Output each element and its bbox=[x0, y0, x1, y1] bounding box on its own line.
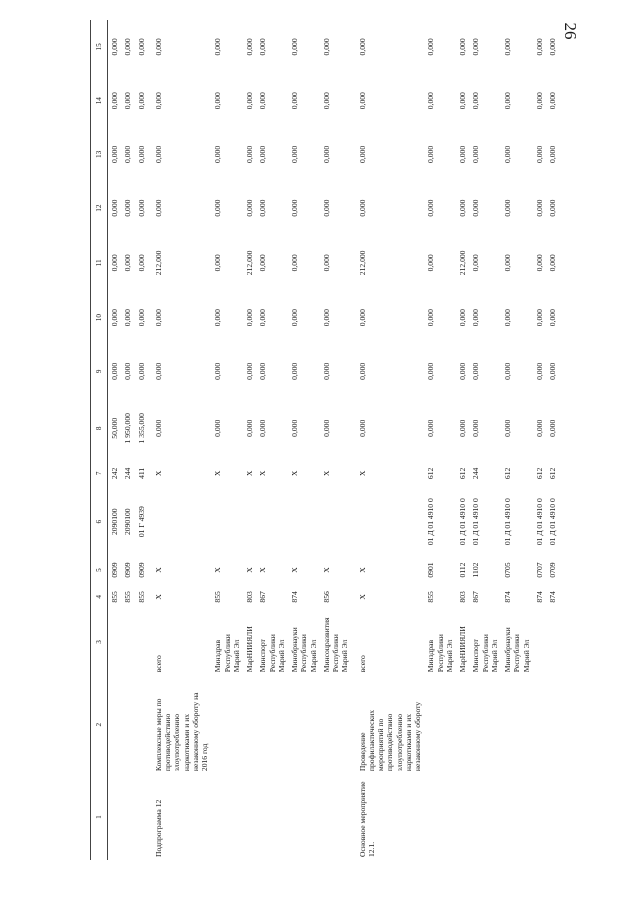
table-cell bbox=[533, 609, 546, 676]
table-cell: 803 bbox=[458, 591, 467, 603]
table-cell: Х bbox=[357, 470, 367, 477]
table-cell: 01 Г 4939 bbox=[136, 506, 146, 538]
table-cell bbox=[211, 774, 243, 860]
table-row bbox=[352, 20, 425, 860]
table-cell: 01 Д 01 4910 0 bbox=[426, 498, 436, 546]
table-cell: 0,000 bbox=[136, 145, 146, 163]
table-cell: 0,000 bbox=[321, 199, 331, 217]
table-cell bbox=[108, 774, 122, 860]
table-cell: 01 Д 01 4910 0 bbox=[534, 498, 544, 546]
page-number: 26 bbox=[561, 22, 580, 40]
table-cell: 0,000 bbox=[136, 362, 146, 380]
table-cell: 0,000 bbox=[458, 309, 467, 327]
table-cell: 0,000 bbox=[136, 309, 146, 327]
table-cell: 874 bbox=[534, 591, 544, 603]
table-cell bbox=[533, 774, 546, 860]
table-cell: 0,000 bbox=[321, 419, 331, 437]
table-cell: Подпрограмма 12 bbox=[153, 799, 163, 857]
table-cell: 212,000 bbox=[153, 250, 163, 276]
table-cell: всего bbox=[357, 655, 367, 673]
table-cell: 612 bbox=[426, 467, 436, 480]
column-header-7: 7 bbox=[91, 458, 108, 488]
table-cell: 0,000 bbox=[548, 38, 557, 56]
table-cell bbox=[121, 609, 134, 676]
table-cell bbox=[469, 675, 501, 774]
table-cell: 0,000 bbox=[471, 254, 481, 272]
column-header-8: 8 bbox=[91, 398, 108, 458]
table-cell: 0,000 bbox=[458, 38, 467, 56]
table-cell bbox=[546, 774, 559, 860]
table-cell: 0,000 bbox=[503, 199, 512, 217]
table-cell bbox=[424, 675, 456, 774]
table-cell: Х bbox=[357, 594, 367, 600]
table-cell: 01 Д 01 4910 0 bbox=[471, 498, 481, 546]
table-cell bbox=[320, 774, 352, 860]
table-cell: 0,000 bbox=[534, 362, 544, 380]
table-cell: 0,000 bbox=[213, 254, 223, 272]
table-cell: 0,000 bbox=[153, 199, 163, 217]
table-cell: 0,000 bbox=[534, 199, 544, 217]
table-cell: 855 bbox=[123, 591, 133, 603]
table-cell: 0705 bbox=[503, 562, 512, 578]
table-cell: 0,000 bbox=[357, 145, 367, 163]
table-cell: Х bbox=[153, 594, 163, 600]
table-cell: 0,000 bbox=[123, 309, 133, 327]
table-cell bbox=[108, 675, 122, 774]
table-cell: 0,000 bbox=[426, 362, 436, 380]
table-cell bbox=[288, 675, 320, 774]
table-cell: 0,000 bbox=[534, 145, 544, 163]
table-cell bbox=[288, 488, 320, 555]
table-cell: 244 bbox=[471, 467, 481, 480]
table-cell: 0,000 bbox=[110, 92, 119, 110]
table-cell: Проведение профилактических мероприятий по противодействию злоупотреблению наркотиками и их незаконному обороту bbox=[357, 701, 422, 772]
table-cell: Х bbox=[153, 470, 163, 477]
table-cell: 212,000 bbox=[458, 250, 467, 276]
table-cell: 242 bbox=[110, 467, 119, 480]
table-cell bbox=[456, 675, 469, 774]
column-header-6: 6 bbox=[91, 488, 108, 555]
table-cell: 0,000 bbox=[245, 199, 254, 217]
table-row bbox=[135, 20, 148, 860]
table-cell: 0,000 bbox=[548, 419, 557, 437]
table-cell: 0,000 bbox=[213, 419, 223, 437]
table-row bbox=[456, 20, 469, 860]
table-cell: 0,000 bbox=[153, 38, 163, 56]
table-cell bbox=[211, 675, 243, 774]
table-cell: 0,000 bbox=[258, 92, 268, 110]
table-cell: 0,000 bbox=[471, 199, 481, 217]
table-cell: 0909 bbox=[110, 562, 119, 578]
table-cell bbox=[288, 774, 320, 860]
table-cell: 0,000 bbox=[110, 254, 119, 272]
table-cell: 0901 bbox=[426, 562, 436, 578]
table-cell: 0,000 bbox=[110, 199, 119, 217]
table-cell: 0,000 bbox=[458, 419, 467, 437]
column-header-12: 12 bbox=[91, 181, 108, 235]
table-cell: 0,000 bbox=[123, 254, 133, 272]
table-cell: 856 bbox=[321, 591, 331, 603]
table-cell bbox=[256, 488, 288, 555]
table-cell: 0,000 bbox=[458, 92, 467, 110]
table-cell: 0,000 bbox=[321, 38, 331, 56]
table-cell: 50,000 bbox=[110, 417, 119, 439]
table-cell: Х bbox=[321, 470, 331, 477]
table-cell: 867 bbox=[258, 591, 268, 603]
table-cell: 0,000 bbox=[321, 92, 331, 110]
table-cell: 0,000 bbox=[534, 38, 544, 56]
table-cell: 0,000 bbox=[290, 419, 299, 437]
table-cell bbox=[424, 774, 456, 860]
column-header-10: 10 bbox=[91, 291, 108, 345]
table-cell: 0,000 bbox=[426, 199, 436, 217]
table-cell: Х bbox=[245, 567, 254, 573]
table-cell: 212,000 bbox=[357, 250, 367, 276]
table-cell: 0,000 bbox=[153, 362, 163, 380]
table-cell: 0,000 bbox=[471, 362, 481, 380]
table-cell: 874 bbox=[503, 591, 512, 603]
table-cell: 0,000 bbox=[548, 199, 557, 217]
table-cell: 0,000 bbox=[503, 309, 512, 327]
column-header-3: 3 bbox=[91, 609, 108, 676]
table-cell: 612 bbox=[458, 467, 467, 480]
table-cell bbox=[533, 675, 546, 774]
table-cell: Минспорт Республики Марий Эл bbox=[471, 634, 499, 673]
column-header-13: 13 bbox=[91, 128, 108, 182]
table-cell: 0,000 bbox=[471, 309, 481, 327]
table-cell bbox=[121, 675, 134, 774]
table-cell: 0,000 bbox=[123, 199, 133, 217]
table-cell: 0,000 bbox=[245, 362, 254, 380]
table-cell: Х bbox=[357, 567, 367, 573]
table-cell: 0709 bbox=[548, 562, 557, 578]
column-header-11: 11 bbox=[91, 235, 108, 291]
column-header-5: 5 bbox=[91, 555, 108, 585]
table-row bbox=[320, 20, 352, 860]
table-cell: 0,000 bbox=[503, 92, 512, 110]
table-cell: 0707 bbox=[534, 562, 544, 578]
table-cell: Основное мероприятие 12.1. bbox=[357, 781, 376, 857]
table-row bbox=[424, 20, 456, 860]
table-cell: 0,000 bbox=[426, 92, 436, 110]
table-cell: МарНИИЯЛИ bbox=[245, 626, 254, 673]
table-cell: 0,000 bbox=[110, 309, 119, 327]
table-cell: 0,000 bbox=[110, 362, 119, 380]
table-cell: 0,000 bbox=[357, 362, 367, 380]
table-cell: 612 bbox=[503, 467, 512, 480]
table-cell: 2090100 bbox=[110, 508, 119, 535]
table-cell: 1102 bbox=[471, 562, 481, 578]
table-cell bbox=[135, 675, 148, 774]
table-cell: 0,000 bbox=[548, 362, 557, 380]
table-cell: 244 bbox=[123, 467, 133, 480]
table-cell bbox=[121, 774, 134, 860]
table-cell: 0,000 bbox=[426, 419, 436, 437]
table-cell: 0,000 bbox=[213, 38, 223, 56]
table-cell: 411 bbox=[136, 467, 146, 479]
table-cell: Х bbox=[213, 470, 223, 477]
table-cell: Х bbox=[153, 567, 163, 573]
table-cell: Минспорт Республики Марий Эл bbox=[258, 634, 286, 673]
table-cell bbox=[352, 488, 425, 555]
table-row bbox=[121, 20, 134, 860]
table-cell bbox=[243, 774, 256, 860]
table-cell bbox=[469, 774, 501, 860]
table-cell: 855 bbox=[426, 591, 436, 603]
table-cell: Комплексные меры по противодействию злоупотреблению наркотиками и их незаконному обороту на 2016 год bbox=[153, 692, 209, 772]
table-cell bbox=[546, 675, 559, 774]
table-cell: 0,000 bbox=[213, 92, 223, 110]
column-header-15: 15 bbox=[91, 20, 108, 74]
table-cell: МарНИИЯЛИ bbox=[458, 626, 467, 673]
rotated-table-container bbox=[90, 20, 570, 860]
table-cell: 01 Д 01 4910 0 bbox=[503, 498, 512, 546]
table-cell: 0,000 bbox=[548, 92, 557, 110]
table-cell: 0,000 bbox=[548, 145, 557, 163]
table-cell: 0,000 bbox=[153, 309, 163, 327]
table-cell: 0,000 bbox=[357, 419, 367, 437]
table-cell: 0,000 bbox=[213, 362, 223, 380]
table-cell bbox=[243, 488, 256, 555]
table-cell: 0,000 bbox=[471, 92, 481, 110]
table-cell: 0,000 bbox=[213, 145, 223, 163]
table-cell: 874 bbox=[290, 591, 299, 603]
table-cell: 0,000 bbox=[426, 145, 436, 163]
table-cell: 0,000 bbox=[213, 309, 223, 327]
table-cell: Х bbox=[258, 567, 268, 573]
table-cell: 0,000 bbox=[258, 362, 268, 380]
column-header-2: 2 bbox=[91, 675, 108, 774]
table-cell: Х bbox=[258, 470, 268, 477]
table-cell: 1 950,000 bbox=[123, 413, 133, 444]
table-row bbox=[288, 20, 320, 860]
column-header-1: 1 bbox=[91, 774, 108, 860]
table-cell: 2090100 bbox=[123, 508, 133, 535]
table-cell: Минобрнауки Республики Марий Эл bbox=[503, 627, 531, 673]
table-cell: 0,000 bbox=[357, 309, 367, 327]
header-row bbox=[91, 20, 108, 860]
table-cell bbox=[135, 774, 148, 860]
table-cell bbox=[501, 675, 533, 774]
table-cell: 0,000 bbox=[426, 38, 436, 56]
table-cell bbox=[135, 609, 148, 676]
table-row bbox=[211, 20, 243, 860]
table-cell: 0,000 bbox=[258, 309, 268, 327]
table-cell: 0,000 bbox=[321, 145, 331, 163]
table-cell: 212,000 bbox=[245, 250, 254, 276]
table-cell: 0,000 bbox=[471, 145, 481, 163]
table-cell: 0,000 bbox=[245, 419, 254, 437]
table-cell: 0,000 bbox=[153, 145, 163, 163]
table-cell: 01 Д 01 4910 0 bbox=[458, 498, 467, 546]
table-cell: 0,000 bbox=[321, 362, 331, 380]
table-row bbox=[243, 20, 256, 860]
table-cell: 0,000 bbox=[426, 254, 436, 272]
table-cell: 0,000 bbox=[503, 362, 512, 380]
table-cell: 0,000 bbox=[471, 419, 481, 437]
table-cell: 0,000 bbox=[548, 309, 557, 327]
table-cell: 803 bbox=[245, 591, 254, 603]
table-cell: 0,000 bbox=[245, 145, 254, 163]
column-header-4: 4 bbox=[91, 585, 108, 609]
table-cell: Минобрнауки Республики Марий Эл bbox=[290, 627, 318, 673]
table-cell bbox=[501, 774, 533, 860]
table-cell: 01 Д 01 4910 0 bbox=[548, 498, 557, 546]
table-cell: 0,000 bbox=[110, 145, 119, 163]
table-cell: 0112 bbox=[458, 562, 467, 578]
table-cell: 0,000 bbox=[258, 254, 268, 272]
table-cell: 0,000 bbox=[503, 254, 512, 272]
table-row bbox=[108, 20, 122, 860]
table-cell bbox=[211, 488, 243, 555]
table-cell: 0,000 bbox=[357, 92, 367, 110]
table-cell: 0,000 bbox=[153, 419, 163, 437]
table-cell: 0,000 bbox=[110, 38, 119, 56]
table-cell: 0,000 bbox=[136, 38, 146, 56]
table-cell: 0,000 bbox=[534, 419, 544, 437]
table-cell: Минсоцразвития Республики Марий Эл bbox=[321, 617, 350, 673]
table-cell: 0,000 bbox=[471, 38, 481, 56]
table-cell: Х bbox=[321, 567, 331, 573]
table-cell: 0,000 bbox=[136, 254, 146, 272]
table-body bbox=[108, 20, 560, 860]
table-cell: 0,000 bbox=[258, 419, 268, 437]
column-header-9: 9 bbox=[91, 344, 108, 398]
table-cell: 0,000 bbox=[321, 254, 331, 272]
table-row bbox=[533, 20, 546, 860]
table-cell: 0,000 bbox=[258, 38, 268, 56]
table-cell: 0,000 bbox=[245, 38, 254, 56]
table-row bbox=[546, 20, 559, 860]
table-cell: 0909 bbox=[136, 562, 146, 578]
table-cell: 1 355,000 bbox=[136, 413, 146, 444]
table-cell: 0,000 bbox=[258, 199, 268, 217]
table-row bbox=[469, 20, 501, 860]
table-cell: 855 bbox=[213, 591, 223, 603]
table-cell: 0,000 bbox=[290, 92, 299, 110]
table-cell: 0,000 bbox=[321, 309, 331, 327]
table-cell: 0,000 bbox=[458, 362, 467, 380]
table-cell: 0,000 bbox=[136, 92, 146, 110]
table-cell: 0,000 bbox=[357, 199, 367, 217]
table-cell: 855 bbox=[110, 591, 119, 603]
table-row bbox=[501, 20, 533, 860]
table-cell: 0,000 bbox=[258, 145, 268, 163]
table-cell bbox=[320, 675, 352, 774]
table-cell: 0,000 bbox=[458, 199, 467, 217]
table-row bbox=[256, 20, 288, 860]
table-cell: 0,000 bbox=[123, 38, 133, 56]
table-cell bbox=[256, 675, 288, 774]
table-cell: 0,000 bbox=[503, 145, 512, 163]
table-cell bbox=[456, 774, 469, 860]
table-cell: 612 bbox=[534, 467, 544, 480]
table-cell bbox=[256, 774, 288, 860]
table-cell: 0,000 bbox=[548, 254, 557, 272]
table-cell: Х bbox=[290, 567, 299, 573]
table-cell bbox=[546, 609, 559, 676]
table-cell: 612 bbox=[548, 467, 557, 480]
table-row bbox=[148, 20, 212, 860]
table-cell: Минздрав Республики Марий Эл bbox=[213, 634, 241, 673]
table-cell bbox=[320, 488, 352, 555]
table-cell: 0,000 bbox=[245, 309, 254, 327]
table-cell bbox=[243, 675, 256, 774]
table-cell: 0,000 bbox=[123, 145, 133, 163]
table-cell: 0,000 bbox=[290, 362, 299, 380]
column-header-14: 14 bbox=[91, 74, 108, 128]
budget-table bbox=[90, 20, 559, 860]
table-cell: 0909 bbox=[123, 562, 133, 578]
table-cell: 0,000 bbox=[123, 92, 133, 110]
table-cell: 0,000 bbox=[136, 199, 146, 217]
table-cell: 867 bbox=[471, 591, 481, 603]
table-cell bbox=[108, 609, 122, 676]
table-cell bbox=[148, 488, 212, 555]
table-cell: Х bbox=[245, 470, 254, 477]
table-cell: 0,000 bbox=[503, 38, 512, 56]
table-cell: 0,000 bbox=[245, 92, 254, 110]
table-cell: всего bbox=[153, 655, 163, 673]
table-cell: Х bbox=[290, 470, 299, 477]
table-cell: 874 bbox=[548, 591, 557, 603]
table-cell: 0,000 bbox=[534, 92, 544, 110]
table-cell: 0,000 bbox=[213, 199, 223, 217]
table-cell: 0,000 bbox=[290, 199, 299, 217]
table-cell: 0,000 bbox=[123, 362, 133, 380]
table-cell: 0,000 bbox=[290, 309, 299, 327]
table-cell: 0,000 bbox=[153, 92, 163, 110]
table-cell: 0,000 bbox=[458, 145, 467, 163]
table-cell: 0,000 bbox=[290, 145, 299, 163]
table-cell: Минздрав Республики Марий Эл bbox=[426, 634, 454, 673]
table-cell: 855 bbox=[136, 591, 146, 603]
table-cell: 0,000 bbox=[534, 309, 544, 327]
table-cell: Х bbox=[213, 567, 223, 573]
table-cell: 0,000 bbox=[534, 254, 544, 272]
table-cell: 0,000 bbox=[357, 38, 367, 56]
table-cell: 0,000 bbox=[290, 38, 299, 56]
table-cell: 0,000 bbox=[290, 254, 299, 272]
table-cell: 0,000 bbox=[426, 309, 436, 327]
table-cell: 0,000 bbox=[503, 419, 512, 437]
